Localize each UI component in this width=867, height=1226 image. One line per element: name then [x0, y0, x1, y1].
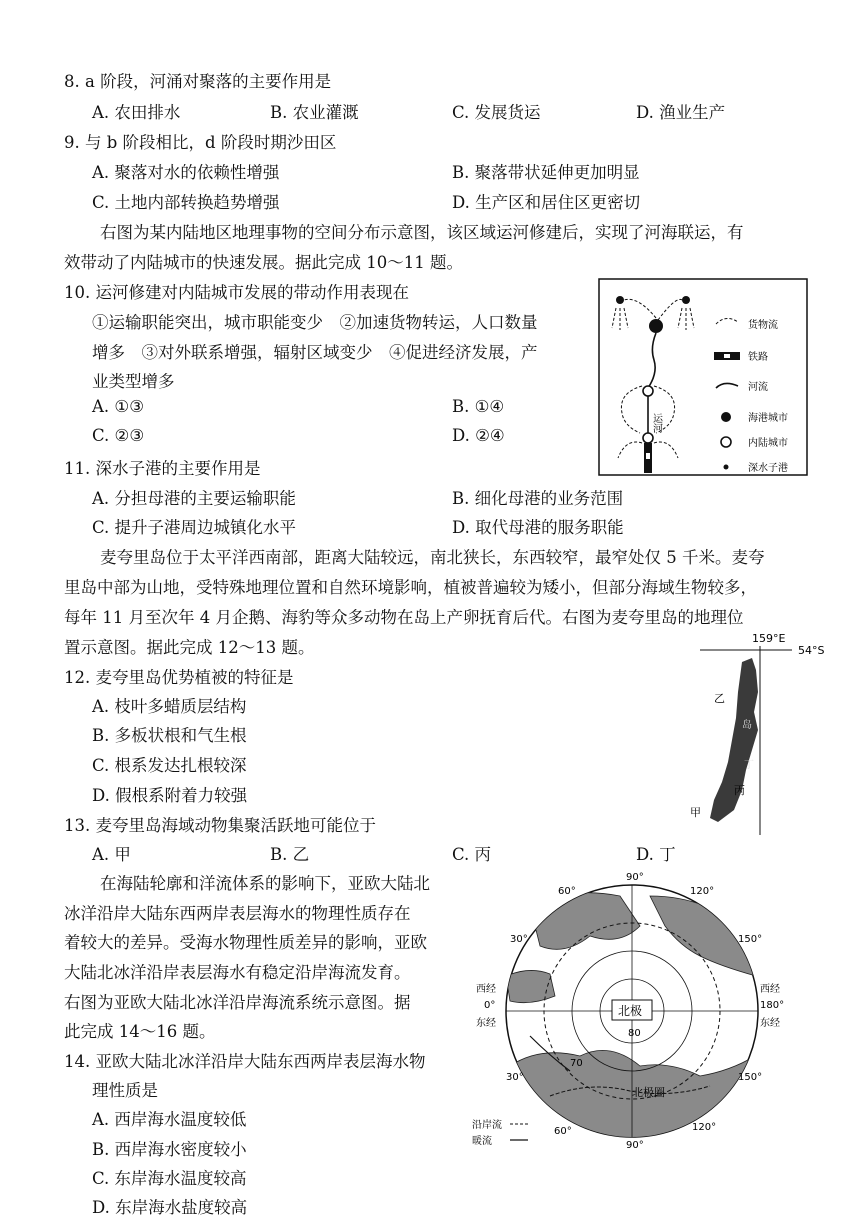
q8-option-d: D. 渔业生产 — [636, 103, 726, 122]
q9-stem: 9. 与 b 阶段相比，d 阶段时期沙田区 — [64, 133, 337, 152]
q14-stem-line1: 14. 亚欧大陆北冰洋沿岸大陆东西两岸表层海水物 — [64, 1052, 426, 1071]
legend-railway: 铁路 — [748, 352, 768, 363]
q9-option-d: D. 生产区和居住区更密切 — [452, 193, 641, 212]
q11-option-b: B. 细化母港的业务范围 — [452, 489, 624, 508]
east-label-left: 东经 — [476, 1018, 496, 1029]
arctic-circle-label: 北极圈 — [632, 1086, 665, 1099]
inland-city-marker — [643, 433, 653, 443]
q9-option-a: A. 聚落对水的依赖性增强 — [92, 163, 280, 182]
arctic-polar-figure — [470, 866, 790, 1156]
intro-14-16-line3: 着较大的差异。受海水物理性质差异的影响，亚欧 — [64, 933, 427, 952]
deg-180-label: 180° — [760, 1000, 785, 1011]
intro-14-16-line1: 在海陆轮廓和洋流体系的影响下，亚欧大陆北 — [100, 874, 430, 893]
deg-90-bottom: 90° — [626, 1140, 644, 1151]
lat-80-label: 80 — [628, 1028, 641, 1039]
longitude-label: 159°E — [752, 632, 786, 645]
intro-12-13-line2: 里岛中部为山地，受特殊地理位置和自然环境影响，植被普遍较为矮小，但部分海域生物较多， — [64, 578, 757, 597]
intro-14-16-line4: 大陆北冰洋沿岸表层海水有稳定沿岸海流发育。 — [64, 963, 411, 982]
place-ding: 丁 — [744, 760, 754, 771]
q14-option-c: C. 东岸海水温度较高 — [92, 1169, 247, 1188]
intro-10-11-line1: 右图为某内陆地区地理事物的空间分布示意图，该区域运河修建后，实现了河海联运，有 — [100, 223, 744, 242]
q12-option-d: D. 假根系附着力较强 — [92, 786, 248, 805]
place-jia: 甲 — [690, 806, 701, 819]
q12-option-c: C. 根系发达扎根较深 — [92, 756, 247, 775]
latitude-label: 54°S — [798, 644, 825, 657]
cargo-destination-dot — [682, 296, 690, 304]
legend-deepwater-icon — [724, 465, 729, 470]
canal-figure — [598, 278, 808, 476]
lat-70-label: 70 — [570, 1058, 583, 1069]
deg-90-top: 90° — [626, 872, 644, 883]
legend-cargo: 货物流 — [748, 320, 778, 331]
q8-option-b: B. 农业灌溉 — [270, 103, 359, 122]
q14-option-b: B. 西岸海水密度较小 — [92, 1140, 247, 1159]
q10-option-c: C. ②③ — [92, 426, 145, 445]
north-pole-label: 北极 — [618, 1004, 643, 1018]
intro-10-11-line2: 效带动了内陆城市的快速发展。据此完成 10～11 题。 — [64, 253, 463, 272]
west-label-right: 西经 — [760, 984, 780, 995]
q10-option-a: A. ①③ — [92, 397, 144, 416]
deg-60-bl: 60° — [554, 1126, 572, 1137]
deg-30-l: 30° — [510, 934, 528, 945]
deg-0-label: 0° — [484, 1000, 496, 1011]
q9-option-b: B. 聚落带状延伸更加明显 — [452, 163, 640, 182]
legend-inland-icon — [721, 437, 731, 447]
q13-option-c: C. 丙 — [452, 845, 492, 864]
q12-stem: 12. 麦夸里岛优势植被的特征是 — [64, 668, 294, 687]
deg-150-r: 150° — [738, 934, 763, 945]
seaport-city-marker — [649, 319, 663, 333]
deg-60-tl: 60° — [558, 886, 576, 897]
landmass-iceland-region — [506, 970, 555, 1002]
west-label-left: 西经 — [476, 984, 496, 995]
q11-option-c: C. 提升子港周边城镇化水平 — [92, 518, 297, 537]
q13-option-d: D. 丁 — [636, 845, 676, 864]
macquarie-island-shape — [710, 658, 758, 822]
q8-option-c: C. 发展货运 — [452, 103, 541, 122]
east-label-right: 东经 — [760, 1018, 780, 1029]
q12-option-b: B. 多板状根和气生根 — [92, 726, 247, 745]
q11-option-a: A. 分担母港的主要运输职能 — [92, 489, 296, 508]
intro-12-13-line4: 置示意图。据此完成 12～13 题。 — [64, 638, 315, 657]
q10-option-d: D. ②④ — [452, 426, 505, 445]
legend-seaport-icon — [721, 412, 731, 422]
legend-river: 河流 — [748, 382, 768, 393]
canal-label: 运河 — [650, 413, 662, 433]
island-figure — [680, 630, 855, 840]
q13-stem: 13. 麦夸里岛海域动物集聚活跃地可能位于 — [64, 816, 376, 835]
q14-stem-line2: 理性质是 — [92, 1081, 158, 1100]
cargo-destination-dot — [616, 296, 624, 304]
q10-choices-line2: 增多 ③对外联系增强，辐射区域变少 ④促进经济发展，产 — [92, 343, 538, 362]
deg-120-br: 120° — [692, 1122, 717, 1133]
legend-deepwater: 深水子港 — [748, 463, 788, 474]
place-yi: 乙 — [714, 692, 725, 705]
q8-option-a: A. 农田排水 — [92, 103, 181, 122]
q8-stem: 8. a 阶段，河涌对聚落的主要作用是 — [64, 72, 332, 91]
q10-stem: 10. 运河修建对内陆城市发展的带动作用表现在 — [64, 283, 409, 302]
q13-option-b: B. 乙 — [270, 845, 310, 864]
q14-option-d: D. 东岸海水盐度较高 — [92, 1198, 248, 1217]
q13-option-a: A. 甲 — [92, 845, 131, 864]
deg-120-tr: 120° — [690, 886, 715, 897]
legend-coastal: 沿岸流 — [472, 1120, 502, 1131]
inland-city-marker — [643, 386, 653, 396]
legend-warm: 暖流 — [472, 1136, 492, 1147]
intro-14-16-line5: 右图为亚欧大陆北冰洋沿岸海流系统示意图。据 — [64, 993, 411, 1012]
q11-stem: 11. 深水子港的主要作用是 — [64, 459, 261, 478]
intro-12-13-line3: 每年 11 月至次年 4 月企鹅、海豹等众多动物在岛上产卵抚育后代。右图为麦夸里岛的地理位 — [64, 608, 744, 627]
intro-12-13-line1: 麦夸里岛位于太平洋西南部，距离大陆较远，南北狭长，东西较窄，最窄处仅 5 千米。麦夸 — [100, 548, 765, 567]
intro-14-16-line6: 此完成 14～16 题。 — [64, 1022, 216, 1041]
place-middle: 岛 — [742, 720, 752, 731]
q12-option-a: A. 枝叶多蜡质层结构 — [92, 697, 247, 716]
q9-option-c: C. 土地内部转换趋势增强 — [92, 193, 280, 212]
deg-150-br: 150° — [738, 1072, 763, 1083]
legend-seaport: 海港城市 — [748, 413, 788, 424]
legend-inland: 内陆城市 — [748, 438, 788, 449]
q10-option-b: B. ①④ — [452, 397, 505, 416]
q14-option-a: A. 西岸海水温度较低 — [92, 1110, 247, 1129]
q10-choices-line1: ①运输职能突出，城市职能变少 ②加速货物转运，人口数量 — [92, 313, 538, 332]
deg-30-bl: 30° — [506, 1072, 524, 1083]
q11-option-d: D. 取代母港的服务职能 — [452, 518, 624, 537]
place-bing: 丙 — [734, 784, 745, 797]
intro-14-16-line2: 冰洋沿岸大陆东西两岸表层海水的物理性质存在 — [64, 904, 411, 923]
q10-choices-line3: 业类型增多 — [92, 372, 175, 391]
